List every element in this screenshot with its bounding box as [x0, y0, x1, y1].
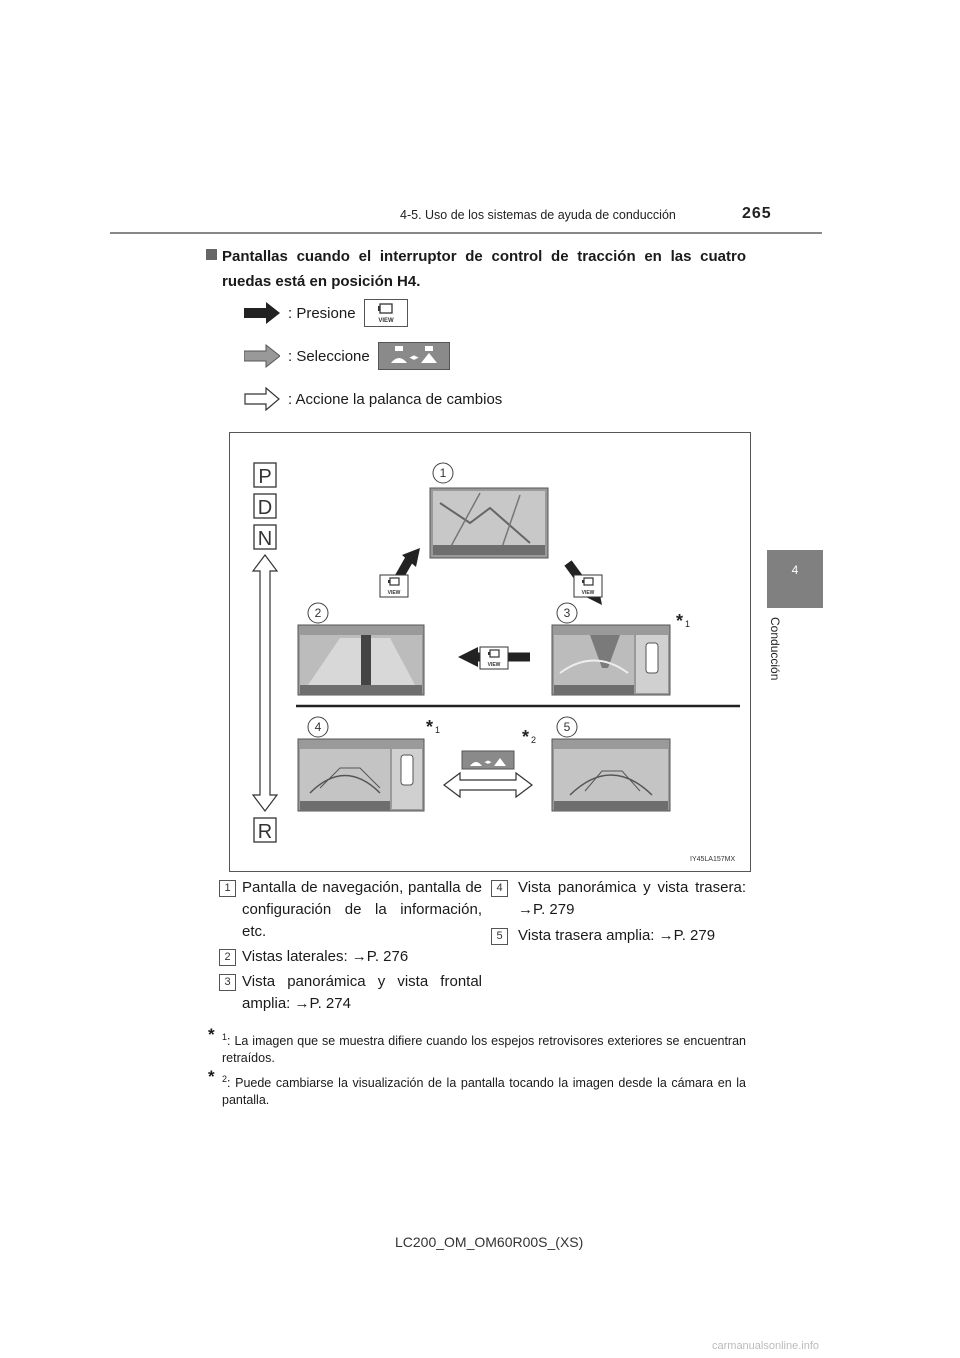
legend-item-1-text: Pantalla de navegación, pantalla de configuración de la información, etc. — [242, 879, 482, 940]
legend-item-3 — [222, 971, 482, 1015]
gear-r: R — [257, 821, 273, 843]
legend-number-3: 3 — [219, 974, 236, 991]
view-label: VIEW — [377, 318, 394, 324]
header-divider — [110, 232, 822, 234]
legend-item-2 — [222, 946, 482, 968]
chapter-tab — [767, 550, 823, 608]
legend-select-text: : Seleccione — [288, 347, 370, 365]
section-heading — [222, 244, 746, 294]
legend-select — [244, 342, 450, 370]
figure-code: IY45LA157MX — [690, 856, 736, 863]
callout-2: 2 — [314, 606, 322, 620]
legend-number-1: 1 — [219, 880, 236, 897]
legend-item-3-text: Vista panorámica y vista frontal amplia: →P. 274 — [242, 973, 482, 1012]
legend-item-2-text: Vistas laterales: →P. 276 — [242, 948, 409, 965]
asterisk-switch: * — [522, 727, 530, 747]
footnote-2-num: 2 — [222, 1074, 228, 1084]
screen-flow-figure — [229, 432, 751, 872]
switch-double-arrow — [444, 773, 532, 797]
callout-3: 3 — [563, 606, 571, 620]
legend-item-1 — [222, 877, 482, 943]
legend-shift-text: : Accione la palanca de cambios — [288, 390, 503, 408]
callout-4: 4 — [314, 720, 322, 734]
footnote-2 — [208, 1067, 746, 1109]
chapter-label — [762, 617, 786, 697]
solid-arrow-icon — [244, 301, 280, 325]
legend-number-2: 2 — [219, 949, 236, 966]
legend-press — [244, 299, 408, 327]
svg-text:◂▸: ◂▸ — [409, 352, 419, 362]
heading-text: Pantallas cuando el interruptor de control de tracción en las cuatro ruedas está en posición H4. — [222, 248, 746, 290]
page-number: 265 — [742, 205, 772, 222]
legend-item-5-text: Vista trasera amplia: →P. 279 — [518, 927, 716, 944]
section-title: 4-5. Uso de los sistemas de ayuda de conducción — [400, 208, 676, 222]
view-button-icon — [364, 299, 408, 327]
legend-shift — [244, 385, 502, 413]
legend-number-5: 5 — [491, 928, 508, 945]
asterisk-4-sub: 1 — [435, 725, 441, 735]
chapter-number: 4 — [791, 563, 799, 577]
footnote-2-text: : Puede cambiarse la visualización de la pantalla tocando la imagen desde la cámara en la pantalla. — [222, 1076, 746, 1108]
asterisk-switch-sub: 2 — [531, 735, 537, 745]
footnote-1 — [208, 1025, 746, 1067]
watermark: carmanualsonline.info — [712, 1340, 820, 1352]
footnote-1-mark: * — [208, 1025, 215, 1044]
view-switch-button-icon — [378, 342, 450, 370]
footnote-1-text: : La imagen que se muestra difiere cuando los espejos retrovisores exteriores se encuentran retraídos. — [222, 1034, 746, 1066]
gray-arrow-icon — [244, 344, 280, 368]
outline-arrow-icon — [244, 387, 280, 411]
legend-item-5 — [494, 925, 746, 947]
heading-bullet-icon — [206, 249, 217, 260]
svg-text:◂▸: ◂▸ — [484, 759, 492, 766]
callout-5: 5 — [563, 720, 571, 734]
asterisk-3-sub: 1 — [685, 619, 691, 629]
legend-item-4-text: Vista panorámica y vista trasera: →P. 279 — [518, 879, 746, 918]
screen-flow-diagram: VIEW P D N R 1 2 3 * 1 4 * 1 * 2 ◂▸ 5 — [237, 448, 691, 843]
footnote-1-num: 1 — [222, 1032, 228, 1042]
asterisk-3: * — [676, 611, 684, 631]
footnote-2-mark: * — [208, 1067, 215, 1086]
legend-item-4 — [494, 877, 746, 921]
legend-press-text: : Presione — [288, 304, 356, 322]
asterisk-4: * — [426, 717, 434, 737]
footer-code: LC200_OM_OM60R00S_(XS) — [395, 1234, 584, 1250]
gear-p: P — [258, 466, 272, 488]
legend-number-4: 4 — [491, 880, 508, 897]
shift-double-arrow — [253, 555, 277, 811]
callout-1: 1 — [439, 466, 447, 480]
gear-n: N — [257, 528, 273, 550]
gear-d: D — [257, 497, 273, 519]
chapter-label-text: Conducción — [768, 617, 782, 681]
